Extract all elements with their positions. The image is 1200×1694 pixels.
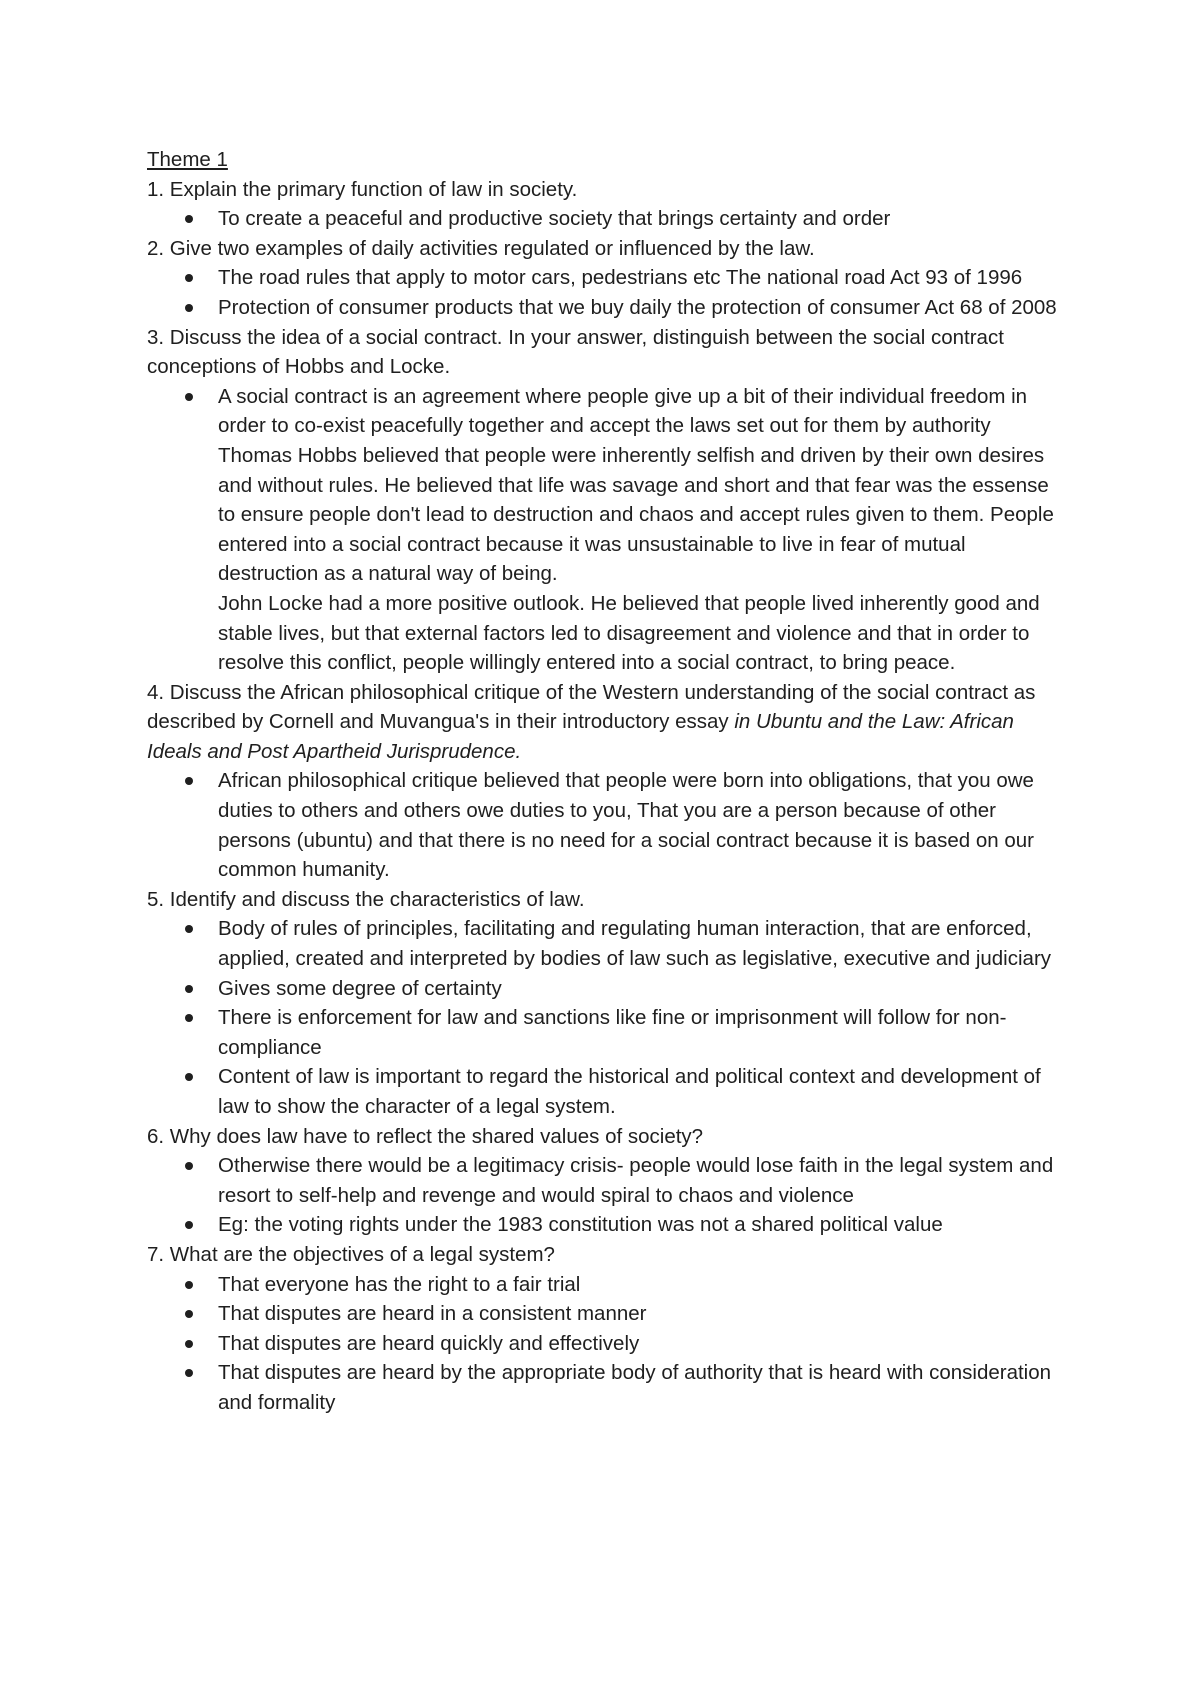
list-item bbox=[147, 382, 1067, 678]
bullet-icon bbox=[185, 985, 193, 993]
bullet-icon bbox=[185, 1221, 193, 1229]
question-4: 4. Discuss the African philosophical critique of the Western understanding of the social contract as described by Cornell and Muvangua's in their introductory essay in Ubuntu and the Law: African Ideals and Post Apartheid Jurisprudence. bbox=[147, 680, 1036, 763]
list-item: To create a peaceful and productive society that brings certainty and order bbox=[147, 204, 1067, 234]
bullet-icon bbox=[185, 1162, 193, 1170]
bullet-icon bbox=[185, 1340, 193, 1348]
list-item: The road rules that apply to motor cars, pedestrians etc The national road Act 93 of 1996 bbox=[147, 263, 1067, 293]
bullet-icon bbox=[185, 1310, 193, 1318]
list-item: Otherwise there would be a legitimacy crisis- people would lose faith in the legal system and resort to self-help and revenge and would spiral to chaos and violence bbox=[147, 1151, 1067, 1210]
question-7: 7. What are the objectives of a legal system? bbox=[147, 1242, 555, 1266]
bullet-icon bbox=[185, 777, 193, 785]
answer-list-7 bbox=[147, 1270, 1067, 1418]
question-1: 1. Explain the primary function of law in society. bbox=[147, 177, 578, 201]
bullet-icon bbox=[185, 393, 193, 401]
cited-work-title: in Ubuntu and the Law: African Ideals and Post Apartheid Jurisprudence. bbox=[147, 710, 1014, 763]
question-3: 3. Discuss the idea of a social contract. In your answer, distinguish between the social contract conceptions of Hobbs and Locke. bbox=[147, 325, 1004, 379]
document-page bbox=[147, 145, 1067, 1418]
question-2: 2. Give two examples of daily activities regulated or influenced by the law. bbox=[147, 236, 815, 260]
bullet-icon bbox=[185, 925, 193, 933]
list-item: There is enforcement for law and sanctions like fine or imprisonment will follow for non-compliance bbox=[147, 1003, 1067, 1062]
question-5: 5. Identify and discuss the characteristics of law. bbox=[147, 887, 585, 911]
list-item: African philosophical critique believed that people were born into obligations, that you owe duties to others and others owe duties to you, That you are a person because of other persons (ubuntu) and that there is no need for a social contract because it is based on our common humanity. bbox=[147, 766, 1067, 884]
bullet-icon bbox=[185, 1014, 193, 1022]
answer-list-2 bbox=[147, 263, 1067, 322]
answer-list-3 bbox=[147, 382, 1067, 678]
locke-paragraph: John Locke had a more positive outlook. He believed that people lived inherently good and stable lives, but that external factors led to disagreement and violence and that in order to resolve this conflict, people willingly entered into a social contract, to bring peace. bbox=[218, 591, 1040, 675]
question-6: 6. Why does law have to reflect the shared values of society? bbox=[147, 1124, 704, 1148]
page-title: Theme 1 bbox=[147, 148, 228, 171]
bullet-icon bbox=[185, 304, 193, 312]
bullet-icon bbox=[185, 1073, 193, 1081]
answer-list-1 bbox=[147, 204, 1067, 234]
list-item: Eg: the voting rights under the 1983 constitution was not a shared political value bbox=[147, 1210, 1067, 1240]
list-item: That disputes are heard quickly and effectively bbox=[147, 1329, 1067, 1359]
bullet-icon bbox=[185, 1369, 193, 1377]
list-item: That disputes are heard in a consistent manner bbox=[147, 1299, 1067, 1329]
answer-list-4 bbox=[147, 766, 1067, 884]
list-item: That everyone has the right to a fair trial bbox=[147, 1270, 1067, 1300]
bullet-icon bbox=[185, 1281, 193, 1289]
hobbs-paragraph: Thomas Hobbs believed that people were inherently selfish and driven by their own desires and without rules. He believed that life was savage and short and that fear was the essense to ensure people don't lead to destruction and chaos and accept rules given to them. People entered into a social contract because it was unsustainable to live in fear of mutual destruction as a natural way of being. bbox=[218, 443, 1054, 586]
list-item: Gives some degree of certainty bbox=[147, 974, 1067, 1004]
list-item: Content of law is important to regard the historical and political context and development of law to show the character of a legal system. bbox=[147, 1062, 1067, 1121]
list-item: Protection of consumer products that we buy daily the protection of consumer Act 68 of 2008 bbox=[147, 293, 1067, 323]
bullet-icon bbox=[185, 274, 193, 282]
answer-list-5 bbox=[147, 914, 1067, 1121]
bullet-icon bbox=[185, 215, 193, 223]
list-item: That disputes are heard by the appropriate body of authority that is heard with consideration and formality bbox=[147, 1358, 1067, 1417]
answer-list-6 bbox=[147, 1151, 1067, 1240]
social-contract-definition: A social contract is an agreement where people give up a bit of their individual freedom in order to co-exist peacefully together and accept the laws set out for them by authority bbox=[218, 384, 1028, 438]
list-item: Body of rules of principles, facilitating and regulating human interaction, that are enforced, applied, created and interpreted by bodies of law such as legislative, executive and judiciary bbox=[147, 914, 1067, 973]
